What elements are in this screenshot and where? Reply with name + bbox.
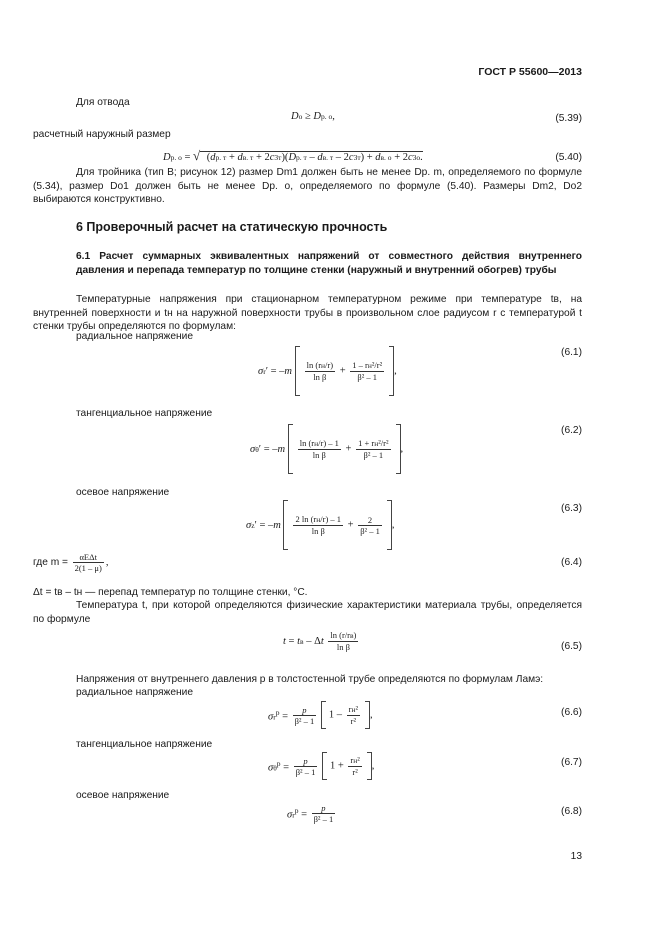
tangential-stress-label: тангенциальное напряжение [76, 408, 213, 419]
eq-num-6-6: (6.6) [561, 707, 582, 718]
eq-num-6-8: (6.8) [561, 806, 582, 817]
formula-6-4: где m = αEΔt 2(1 – μ) , [33, 552, 109, 573]
delta-t-line: Δt = tв – tн — перепад температур по толщине стенки, °С. [33, 587, 308, 598]
axial-stress-label-2: осевое напряжение [76, 790, 170, 801]
formula-6-7: $\sigma\theta^p$ = $\frac{p}{\text{β² – 1}}$ 1 + rн² r² , [268, 752, 374, 780]
eq-num-6-3: (6.3) [561, 503, 582, 514]
eq-num-5-39: (5.39) [555, 113, 582, 124]
document-code: ГОСТ Р 55600—2013 [478, 66, 582, 78]
radial-stress-label-2: радиальное напряжение [76, 687, 194, 698]
tangential-stress-label-2: тангенциальное напряжение [76, 739, 213, 750]
radial-stress-label: радиальное напряжение [76, 331, 194, 342]
formula-6-6: $\sigma r^p$ = $\frac{p}{\text{β² – 1}}$ 1 – rн² r² , [268, 701, 373, 729]
page-number: 13 [570, 851, 582, 862]
formula-6-1: σr′ = –m ln (rн/r) ln β + 1 – rн²/r² β² – 1 , [258, 346, 397, 396]
subsection-heading: 6.1 Расчет суммарных эквивалентных напряжений от совместного действия внутреннего давления и перепада температур по толщине стенки (наружный и внутренний обогрев) трубы [76, 251, 582, 276]
eq-num-6-4: (6.4) [561, 557, 582, 568]
formula-6-2: σθ′ = –m ln (rн/r) – 1 ln β + 1 + rн²/r² β² – 1 , [250, 424, 403, 474]
eq-num-6-7: (6.7) [561, 757, 582, 768]
formula-6-3: σz′ = –m 2 ln (rн/r) – 1 ln β + $\frac{2}{\text{β² – 1}}$ , [246, 500, 394, 550]
lame-paragraph: Напряжения от внутреннего давления p в толстостенной трубе определяются по формулам Ламэ: [76, 674, 544, 685]
temperature-t-paragraph: Температура t, при которой определяются физические характеристики материала трубы, определяется по формуле [33, 600, 582, 625]
eq-num-6-2: (6.2) [561, 425, 582, 436]
formula-5-39: Dо ≥ Dр. о, [291, 111, 335, 122]
calc-size-label: расчетный наружный размер [33, 129, 171, 140]
otvod-label: Для отвода [76, 97, 130, 108]
eq-num-6-1: (6.1) [561, 347, 582, 358]
temperature-paragraph: Температурные напряжения при стационарном температурном режиме при температуре tв, на внутренней поверхности и tн на наружной поверхности трубы в произвольном слое радиусом r с температурой t стенки трубы определяются по формулам: [33, 294, 582, 332]
tee-paragraph: Для тройника (тип В; рисунок 12) размер Dm1 должен быть не менее Dр. m, определяемого по формуле (5.34), размер Dо1 должен быть не менее Dр. о, определяемого по формуле (5.40). Размеры Dm2, Dо2 выбираются конструктивно. [33, 167, 582, 205]
formula-6-8: $\sigma r^p$ = $\frac{p}{\text{β² – 1}}$ [287, 803, 334, 824]
eq-num-5-40: (5.40) [555, 152, 582, 163]
axial-stress-label: осевое напряжение [76, 487, 170, 498]
formula-6-5: t = tв – Δt ln (r/rв) ln β [283, 630, 357, 652]
eq-num-6-5: (6.5) [561, 641, 582, 652]
formula-5-40: Dр. о = √ (dр. т + dв. т + 2c3т)(Dр. т – dв. т – 2c3т) + dв. о + 2c3о. [163, 148, 423, 163]
section-heading: 6 Проверочный расчет на статическую прочность [76, 220, 388, 234]
